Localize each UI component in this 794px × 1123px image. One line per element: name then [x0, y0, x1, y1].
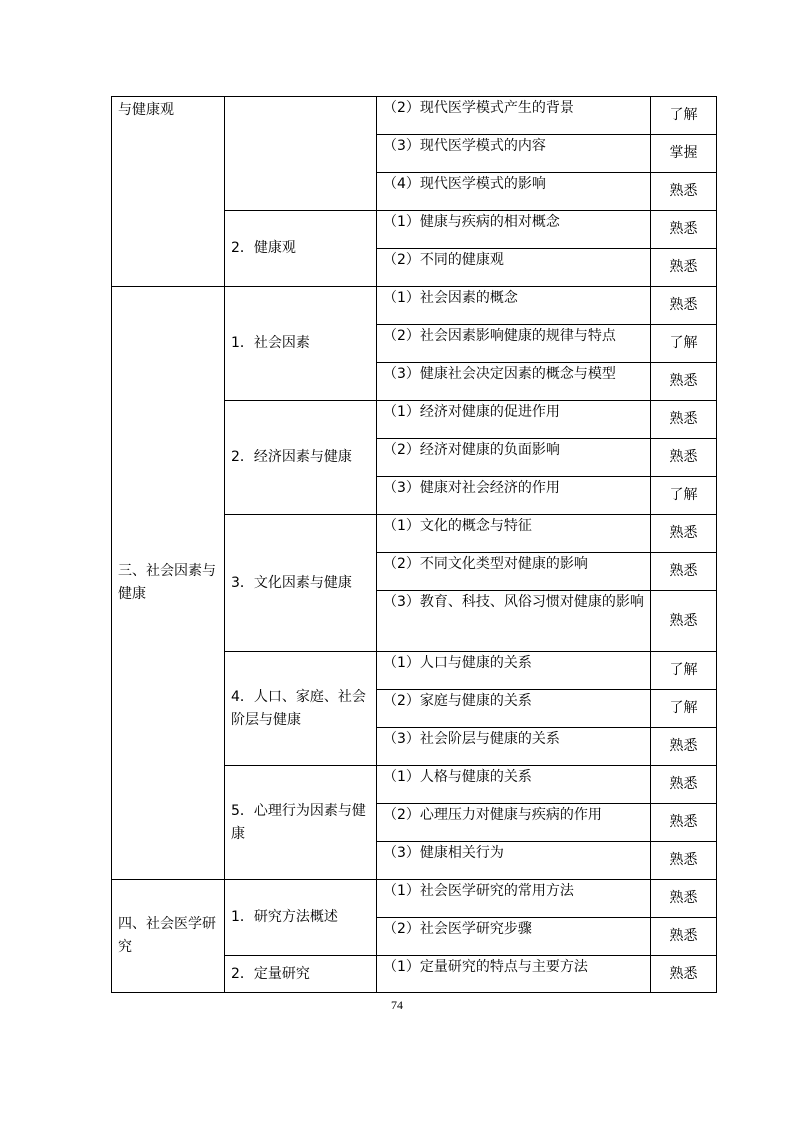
unit-cell: 与健康观	[112, 97, 225, 287]
item-cell: （1）健康与疾病的相对概念	[377, 211, 651, 249]
item-cell: （2）家庭与健康的关系	[377, 690, 651, 728]
requirement-cell: 掌握	[651, 135, 717, 173]
item-cell: （4）现代医学模式的影响	[377, 173, 651, 211]
requirement-cell: 熟悉	[651, 287, 717, 325]
item-cell: （1）人口与健康的关系	[377, 652, 651, 690]
item-cell: （3）健康对社会经济的作用	[377, 477, 651, 515]
requirement-cell: 了解	[651, 97, 717, 135]
item-cell: （2）社会医学研究步骤	[377, 918, 651, 956]
item-cell: （2）不同的健康观	[377, 249, 651, 287]
element-cell: 4．人口、家庭、社会阶层与健康	[225, 652, 377, 766]
item-cell: （2）心理压力对健康与疾病的作用	[377, 804, 651, 842]
element-cell: 3．文化因素与健康	[225, 515, 377, 652]
syllabus-table	[111, 96, 717, 993]
item-cell: （2）经济对健康的负面影响	[377, 439, 651, 477]
requirement-cell: 熟悉	[651, 956, 717, 993]
requirement-cell: 熟悉	[651, 439, 717, 477]
element-cell: 5．心理行为因素与健康	[225, 766, 377, 880]
table-row	[112, 880, 717, 918]
element-cell: 1．社会因素	[225, 287, 377, 401]
element-cell-empty	[225, 97, 377, 211]
element-cell: 2．经济因素与健康	[225, 401, 377, 515]
item-cell: （1）人格与健康的关系	[377, 766, 651, 804]
item-cell: （3）健康社会决定因素的概念与模型	[377, 363, 651, 401]
item-cell: （3）社会阶层与健康的关系	[377, 728, 651, 766]
requirement-cell: 了解	[651, 690, 717, 728]
requirement-cell: 熟悉	[651, 553, 717, 591]
requirement-cell: 熟悉	[651, 173, 717, 211]
requirement-cell: 熟悉	[651, 401, 717, 439]
requirement-cell: 了解	[651, 652, 717, 690]
requirement-cell: 熟悉	[651, 728, 717, 766]
requirement-cell: 熟悉	[651, 766, 717, 804]
table-row	[112, 97, 717, 135]
element-cell: 2．健康观	[225, 211, 377, 287]
requirement-cell: 熟悉	[651, 918, 717, 956]
table-row	[112, 287, 717, 325]
page-number: 74	[391, 998, 403, 1012]
item-cell: （1）定量研究的特点与主要方法	[377, 956, 651, 993]
item-cell: （2）不同文化类型对健康的影响	[377, 553, 651, 591]
item-cell: （1）文化的概念与特征	[377, 515, 651, 553]
requirement-cell: 熟悉	[651, 880, 717, 918]
requirement-cell: 熟悉	[651, 804, 717, 842]
requirement-cell: 了解	[651, 325, 717, 363]
item-cell: （2）社会因素影响健康的规律与特点	[377, 325, 651, 363]
unit-cell: 三、社会因素与健康	[112, 287, 225, 880]
item-cell: （3）健康相关行为	[377, 842, 651, 880]
item-cell: （3）现代医学模式的内容	[377, 135, 651, 173]
item-cell: （1）经济对健康的促进作用	[377, 401, 651, 439]
requirement-cell: 熟悉	[651, 591, 717, 652]
unit-cell: 四、社会医学研究	[112, 880, 225, 993]
element-cell: 1．研究方法概述	[225, 880, 377, 956]
element-cell: 2．定量研究	[225, 956, 377, 993]
requirement-cell: 熟悉	[651, 211, 717, 249]
item-cell: （2）现代医学模式产生的背景	[377, 97, 651, 135]
item-cell: （1）社会因素的概念	[377, 287, 651, 325]
item-cell: （1）社会医学研究的常用方法	[377, 880, 651, 918]
requirement-cell: 熟悉	[651, 515, 717, 553]
item-cell: （3）教育、科技、风俗习惯对健康的影响	[377, 591, 651, 652]
requirement-cell: 熟悉	[651, 842, 717, 880]
requirement-cell: 熟悉	[651, 363, 717, 401]
requirement-cell: 熟悉	[651, 249, 717, 287]
requirement-cell: 了解	[651, 477, 717, 515]
